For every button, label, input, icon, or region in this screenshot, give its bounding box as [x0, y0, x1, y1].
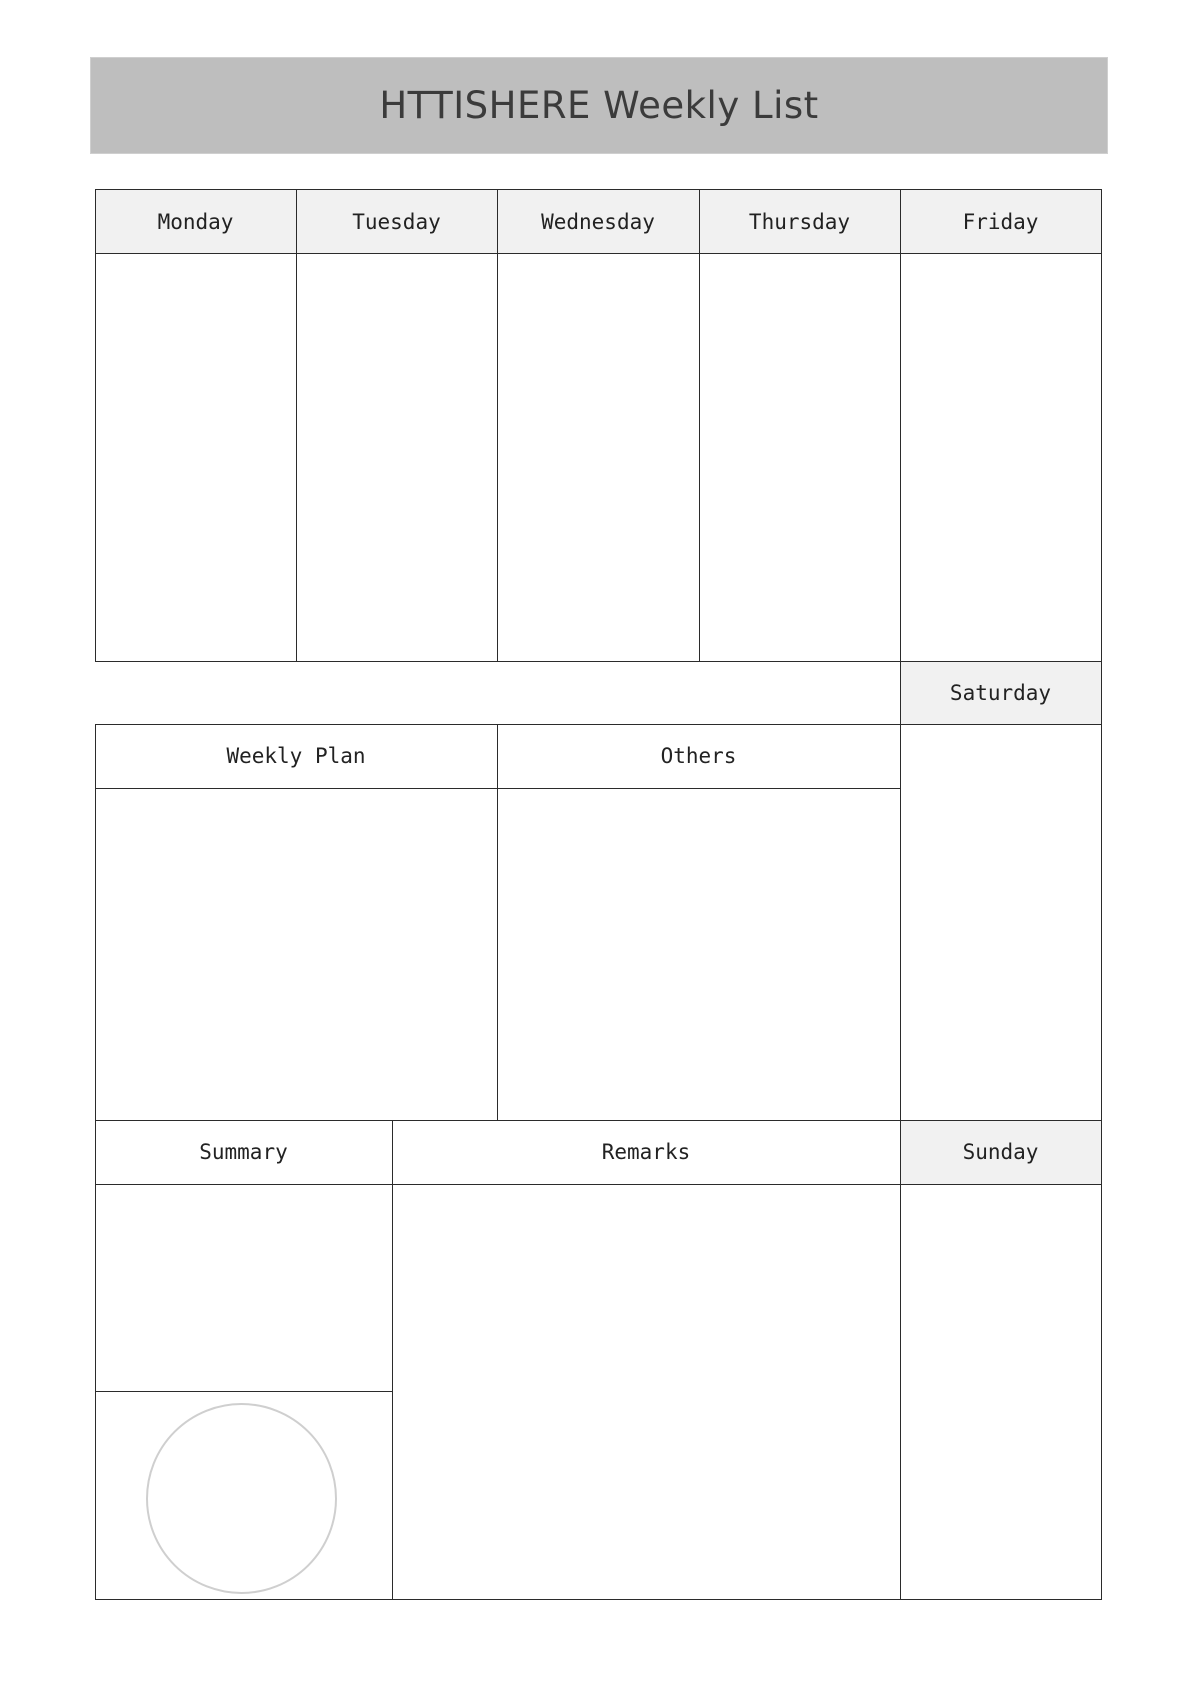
page-title: HTTISHERE Weekly List [379, 84, 819, 127]
monday-notes-area[interactable] [95, 253, 296, 661]
header-wednesday [497, 190, 699, 253]
rule-weekday-header-bottom [95, 253, 1102, 254]
header-friday [900, 190, 1101, 253]
others-label: Others [660, 744, 737, 768]
sunday-notes-area[interactable] [900, 1184, 1101, 1599]
rule-col-tuesday [296, 189, 297, 662]
header-sunday-label: Sunday [962, 1140, 1039, 1164]
rule-col-wednesday [497, 189, 498, 662]
summary-label: Summary [199, 1140, 288, 1164]
friday-notes-area[interactable] [900, 253, 1101, 661]
header-wednesday-label: Wednesday [541, 209, 655, 234]
header-tuesday-label: Tuesday [352, 209, 441, 234]
summary-notes-area[interactable] [95, 1184, 392, 1391]
rule-weekday-bottom [95, 661, 1102, 662]
weekly-plan-notes-area[interactable] [95, 788, 497, 1120]
rule-summary-split [95, 1391, 392, 1392]
remarks-notes-area[interactable] [392, 1184, 900, 1599]
rule-top [95, 189, 1102, 190]
rule-page-bottom [95, 1599, 1102, 1600]
rule-bottom-header-bottom [95, 1184, 1102, 1185]
weekly-plan-label: Weekly Plan [226, 744, 366, 768]
rule-left-upper [95, 189, 96, 662]
rule-left-lower [95, 724, 96, 1600]
tuesday-notes-area[interactable] [296, 253, 497, 661]
header-thursday [699, 190, 900, 253]
saturday-notes-area[interactable] [900, 724, 1101, 1120]
remarks-label: Remarks [601, 1140, 691, 1164]
wednesday-notes-area[interactable] [497, 253, 699, 661]
header-remarks [392, 1120, 900, 1184]
title-banner [90, 57, 1108, 154]
rule-middle-top [95, 724, 1102, 725]
others-notes-area[interactable] [497, 788, 900, 1120]
header-summary [95, 1120, 392, 1184]
rule-col-others [497, 724, 498, 1121]
rule-col-friday [900, 189, 901, 1600]
header-saturday [900, 661, 1101, 724]
header-thursday-label: Thursday [748, 209, 851, 234]
header-monday [95, 190, 296, 253]
header-others [497, 724, 900, 788]
thursday-notes-area[interactable] [699, 253, 900, 661]
rule-bottom-top [95, 1120, 1102, 1121]
header-sunday [900, 1120, 1101, 1184]
mood-circle [146, 1403, 337, 1594]
header-tuesday [296, 190, 497, 253]
rule-right [1101, 189, 1102, 1600]
header-saturday-label: Saturday [949, 680, 1052, 705]
header-monday-label: Monday [157, 209, 234, 234]
header-weekly-plan [95, 724, 497, 788]
header-friday-label: Friday [962, 209, 1039, 234]
rule-col-remarks [392, 1120, 393, 1600]
rule-col-thursday [699, 189, 700, 662]
